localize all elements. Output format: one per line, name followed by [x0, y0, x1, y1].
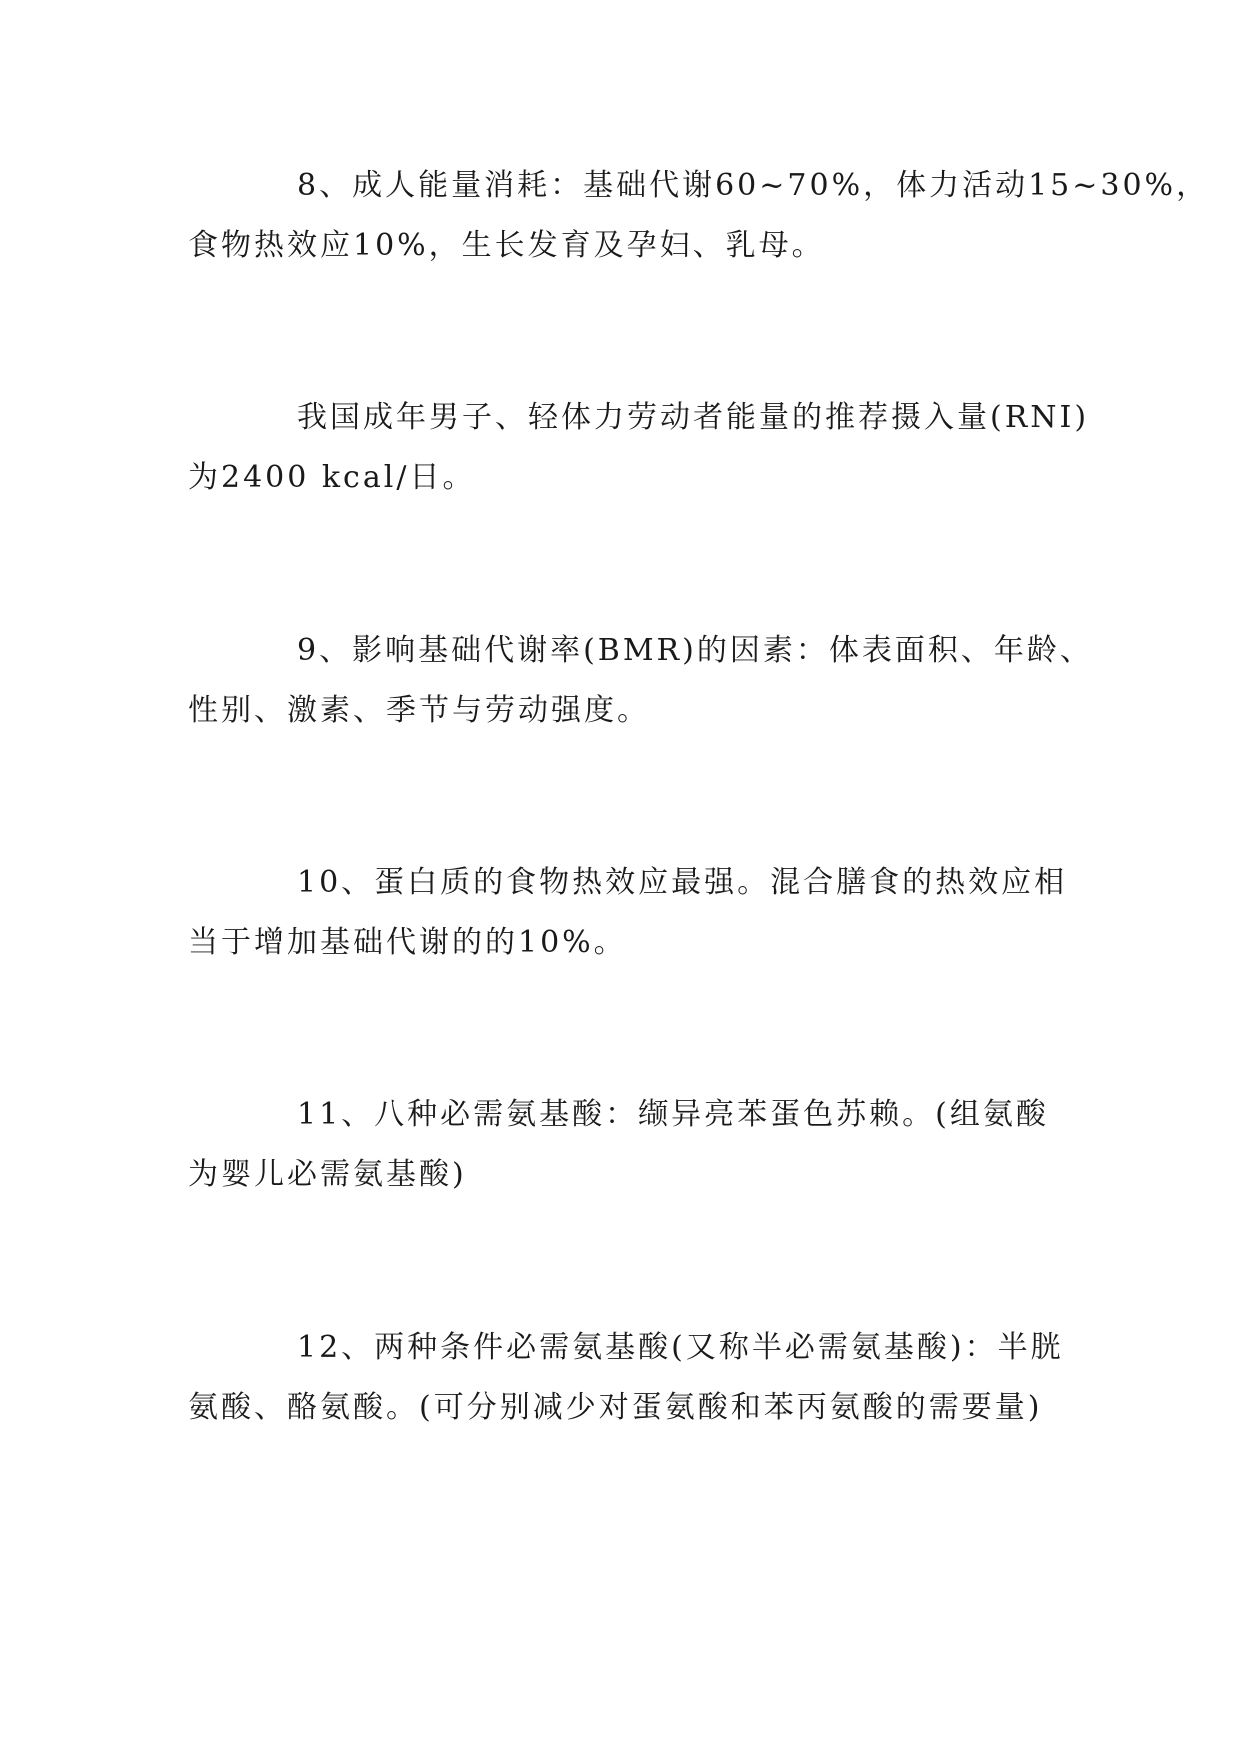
paragraph-11-line-2: 为婴儿必需氨基酸) — [188, 1157, 467, 1192]
paragraph-8-line-1: 8、成人能量消耗：基础代谢60~70%，体力活动15~30%， — [297, 168, 1210, 203]
paragraph-9-line-1: 9、影响基础代谢率(BMR)的因素：体表面积、年龄、 — [297, 633, 1093, 668]
paragraph-12-line-1: 12、两种条件必需氨基酸(又称半必需氨基酸)：半胱 — [297, 1330, 1064, 1365]
paragraph-11-line-1: 11、八种必需氨基酸：缬异亮苯蛋色苏赖。(组氨酸 — [297, 1097, 1049, 1132]
paragraph-10-line-2: 当于增加基础代谢的的10%。 — [188, 925, 627, 960]
paragraph-10-line-1: 10、蛋白质的食物热效应最强。混合膳食的热效应相 — [297, 865, 1068, 900]
paragraph-12-line-2: 氨酸、酪氨酸。(可分别减少对蛋氨酸和苯丙氨酸的需要量) — [188, 1390, 1043, 1425]
paragraph-8-line-2: 食物热效应10%，生长发育及孕妇、乳母。 — [188, 228, 825, 263]
paragraph-rni-line-1: 我国成年男子、轻体力劳动者能量的推荐摄入量(RNI) — [297, 400, 1090, 435]
paragraph-9-line-2: 性别、激素、季节与劳动强度。 — [188, 693, 650, 728]
paragraph-rni-line-2: 为2400 kcal/日。 — [188, 460, 476, 495]
